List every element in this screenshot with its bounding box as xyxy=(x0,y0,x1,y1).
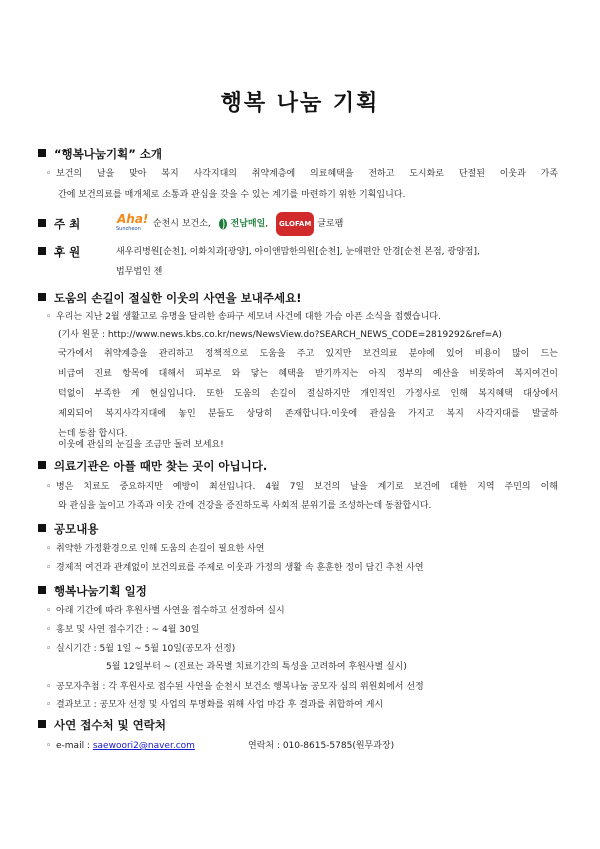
schedule-line-6: ◦ 결과보고 : 공모자 선정 및 사업의 투명화를 위해 사업 마감 후 결과를 취합하여 게시 xyxy=(46,700,384,710)
medical-line-2: 와 관심을 높이고 가족과 이웃 간에 건강을 증진하도록 사회적 분위기를 조성하는데 동참합시다. xyxy=(58,501,432,511)
section-heading-medical: 의료기관은 아플 때만 찾는 곳이 아닙니다. xyxy=(38,458,267,474)
story-line-5: 턱없이 부족한 게 현실입니다. 또한 도움의 손길이 절실하지만 개인적인 가정사로 인해 복지혜택 대상에서 xyxy=(58,389,558,399)
story-line-4: 비급여 진료 항목에 대해서 피부로 와 닿는 혜택을 받기까지는 아직 정부의 예산을 비롯하여 복지여건이 xyxy=(58,369,558,379)
email-link[interactable]: saewoori2@naver.com xyxy=(92,741,195,751)
story-line-8: 이웃에 관심의 눈길을 조금만 돌려 보세요! xyxy=(58,440,224,450)
section-heading-sponsor: 주 최 xyxy=(38,216,80,232)
contest-line-2: ◦ 경제적 여건과 관계없이 보건의료를 주제로 이웃과 가정의 생활 속 훈훈한 정이 담긴 추천 사연 xyxy=(46,563,424,573)
square-bullet-icon xyxy=(38,720,46,728)
email-label: e-mail : xyxy=(56,741,90,751)
square-bullet-icon xyxy=(38,586,46,594)
contact-phone: 연락처 : 010-8615-5785(원무과장) xyxy=(248,741,395,751)
jeonnam-maeil-logo: 전남매일 xyxy=(218,213,266,236)
schedule-line-3: ◦ 실시기간 : 5월 1일 ~ 5월 10일(공모자 선정) xyxy=(46,644,236,654)
glofam-logo: GLOFAM xyxy=(276,212,314,236)
jeonnam-leaf-icon xyxy=(218,218,228,230)
medical-line-1: ◦ 병은 치료도 중요하지만 예방이 최선입니다. 4월 7일 보건의 날을 계기로 보건에 대한 지역 주민의 이해 xyxy=(46,482,558,492)
schedule-line-2: ◦ 홍보 및 사연 접수기간 : ~ 4월 30일 xyxy=(46,625,200,635)
schedule-line-4: 5월 12일부터 ~ (진료는 과목별 치료기간의 특성을 고려하여 후원사별 실시) xyxy=(106,662,407,672)
section-heading-contest: 공모내용 xyxy=(38,521,98,537)
story-line-3: 국가에서 취약계층을 관리하고 정책적으로 도움을 주고 있지만 보건의료 분야에 있어 비용이 많이 드는 xyxy=(58,349,558,359)
section-heading-schedule: 행복나눔기획 일정 xyxy=(38,583,147,599)
story-line-2: (기사 원문 : http://www.news.kbs.co.kr/news/NewsView.do?SEARCH_NEWS_CODE=2819292&ref=A) xyxy=(58,330,502,340)
square-bullet-icon xyxy=(38,461,46,469)
square-bullet-icon xyxy=(38,219,46,227)
aha-suncheon-logo: Aha! Suncheon xyxy=(116,212,149,232)
square-bullet-icon xyxy=(38,149,46,157)
story-line-1: ◦ 우리는 지난 2월 생활고로 유명을 달리한 송파구 세모녀 사건에 대한 가슴 아픈 소식을 접했습니다. xyxy=(46,312,441,322)
square-bullet-icon xyxy=(38,293,46,301)
intro-line-1: ◦ 보건의 날을 맞아 복지 사각지대의 취약계층에 의료혜택을 전하고 도시화로 단절된 이웃과 가족 xyxy=(46,169,558,179)
sponsor-org-1: 순천시 보건소, xyxy=(152,219,211,229)
square-bullet-icon xyxy=(38,524,46,532)
schedule-line-5: ◦ 공모자추첨 : 각 후원사로 접수된 사연을 순천시 보건소 행복나눔 공모자 심의 위원회에서 선정 xyxy=(46,682,424,692)
contact-email-row: ◦ e-mail : saewoori2@naver.com xyxy=(46,741,195,751)
sponsor-sep: , xyxy=(265,219,269,229)
contest-line-1: ◦ 취약한 가정환경으로 인해 도움의 손길이 필요한 사연 xyxy=(46,544,265,554)
section-heading-contact: 사연 접수처 및 연락처 xyxy=(38,717,166,733)
section-heading-intro: “행복나눔기획” 소개 xyxy=(38,146,162,162)
sponsor-org-3: 글로팸 xyxy=(317,219,344,229)
story-line-7: 는데 동참 합시다. xyxy=(58,429,128,439)
sponsor-logos xyxy=(116,212,343,234)
square-bullet-icon xyxy=(38,247,46,255)
intro-line-2: 간에 보건의료를 매개체로 소통과 관심을 갖을 수 있는 계기를 마련하기 위한 기획입니다. xyxy=(58,190,406,200)
document-title: 행복 나눔 기획 xyxy=(220,91,380,116)
story-line-6: 제외되어 복지사각지대에 놓인 분들도 상당히 존재합니다.이웃에 관심을 가지고 복지 사각지대를 발굴하 xyxy=(58,409,558,419)
support-line-2: 법무법인 젠 xyxy=(116,267,163,277)
section-heading-support: 후 원 xyxy=(38,244,80,260)
schedule-line-1: ◦ 아래 기간에 따라 후원사별 사연을 접수하고 선정하여 실시 xyxy=(46,606,285,616)
section-heading-story: 도움의 손길이 절실한 이웃의 사연을 보내주세요! xyxy=(38,290,301,306)
support-line-1: 새우리병원[순천], 이화치과[광양], 아이앤맘한의원[순천], 눈애편안 안경[순천 본점, 광양점], xyxy=(116,247,480,257)
